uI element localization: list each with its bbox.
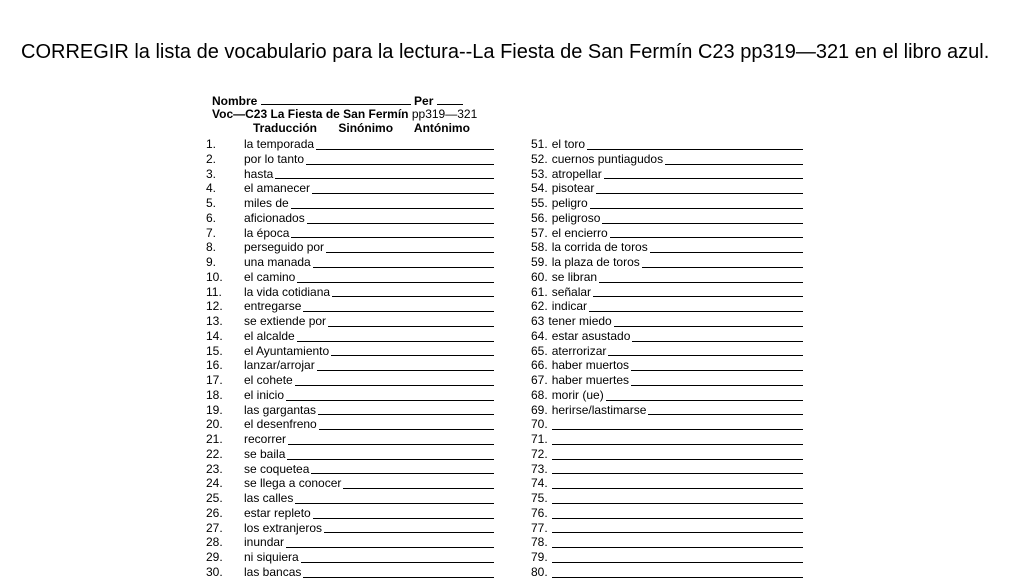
vocab-row: [206, 240, 494, 255]
answer-blank: [297, 331, 494, 342]
vocab-number: 74.: [531, 476, 548, 491]
name-blank: [261, 93, 411, 105]
vocab-number: 53.: [531, 166, 548, 181]
vocab-number: 11.: [206, 284, 222, 299]
answer-blank: [552, 449, 803, 460]
vocab-term: atropellar: [551, 166, 602, 181]
answer-blank: [552, 567, 803, 578]
vocab-number: 61.: [531, 284, 548, 299]
vocab-number: 73.: [531, 461, 548, 476]
vocab-number: 26.: [206, 505, 223, 520]
per-blank: [437, 93, 463, 105]
name-label: Nombre: [212, 94, 258, 108]
answer-blank: [307, 213, 494, 224]
vocab-number: 51.: [531, 137, 548, 151]
vocab-row: [531, 432, 803, 447]
vocab-number: 54.: [531, 181, 548, 196]
answer-blank: [311, 463, 494, 474]
vocab-term: ni siquiera: [244, 550, 299, 564]
vocab-number: 63: [531, 314, 545, 328]
vocab-row: [206, 417, 494, 432]
vocab-row: [531, 299, 803, 314]
vocab-row: [531, 521, 803, 536]
vocab-list-right: [531, 137, 803, 580]
vocab-row: [531, 181, 803, 196]
answer-blank: [313, 257, 494, 268]
vocab-number: 56.: [531, 210, 548, 225]
vocab-term: el amanecer: [244, 181, 311, 196]
answer-blank: [599, 272, 803, 283]
vocab-number: 78.: [531, 535, 548, 550]
vocab-row: [531, 358, 803, 373]
vocab-number: 28.: [206, 535, 223, 550]
vocab-number: 21.: [206, 432, 223, 446]
answer-blank: [632, 331, 803, 342]
vocab-row: [531, 565, 803, 580]
vocab-row: [531, 535, 803, 550]
answer-blank: [552, 419, 803, 430]
answer-blank: [650, 242, 803, 253]
vocab-term: entregarse: [244, 299, 302, 314]
vocab-row: [531, 344, 803, 359]
answer-blank: [301, 552, 494, 563]
vocab-term: el desenfreno: [244, 417, 317, 432]
column-headers: [253, 121, 488, 136]
vocab-row: [206, 225, 494, 241]
vocab-term: por lo tanto: [244, 151, 305, 166]
vocab-row: [531, 211, 803, 226]
answer-blank: [552, 522, 803, 533]
answer-blank: [614, 316, 803, 327]
vocab-term: peligroso: [551, 210, 601, 225]
vocab-row: [531, 226, 803, 241]
vocab-row: [531, 476, 803, 491]
vocab-row: [531, 152, 803, 167]
vocab-row: [531, 388, 803, 403]
vocab-number: 23.: [206, 461, 223, 476]
vocab-row: [531, 447, 803, 462]
vocab-term: señalar: [551, 284, 592, 299]
vocab-term: las bancas: [244, 564, 302, 579]
vocab-number: 52.: [531, 151, 548, 166]
answer-blank: [319, 419, 494, 430]
vocab-number: 15.: [206, 343, 223, 358]
vocab-term: la vida cotidiana: [244, 284, 331, 299]
vocab-term: las calles: [244, 491, 294, 505]
vocab-number: 62.: [531, 299, 548, 314]
vocab-row: [206, 181, 494, 196]
answer-blank: [593, 286, 803, 297]
vocab-term: estar repleto: [244, 505, 311, 520]
vocab-term: el camino: [244, 269, 296, 284]
vocab-term: inundar: [244, 535, 285, 550]
vocab-term: perseguido por: [244, 240, 325, 255]
vocab-row: [206, 328, 494, 344]
vocab-term: la temporada: [244, 137, 315, 151]
answer-blank: [328, 316, 494, 327]
vocab-number: 80.: [531, 564, 548, 579]
answer-blank: [587, 139, 803, 150]
worksheet-heading: Voc—C23 La Fiesta de San Fermín: [212, 107, 409, 121]
vocab-row: [531, 550, 803, 565]
vocab-number: 77.: [531, 520, 548, 535]
vocab-number: 68.: [531, 387, 548, 402]
vocab-row: [531, 417, 803, 432]
vocab-list-left: [206, 137, 494, 580]
vocab-term: herirse/lastimarse: [551, 402, 647, 417]
vocab-number: 67.: [531, 373, 548, 387]
answer-blank: [648, 404, 803, 415]
vocab-row: [531, 137, 803, 152]
vocab-row: [206, 432, 494, 447]
vocab-number: 19.: [206, 402, 223, 417]
vocab-term: estar asustado: [551, 328, 631, 343]
vocab-row: [531, 373, 803, 388]
vocab-term: se coquetea: [244, 461, 310, 476]
vocab-number: 25.: [206, 491, 223, 505]
vocab-number: 76.: [531, 505, 548, 520]
answer-blank: [303, 567, 494, 578]
answer-blank: [324, 522, 494, 533]
vocab-number: 22.: [206, 446, 223, 461]
vocab-row: [206, 461, 494, 477]
vocab-term: haber muertos: [551, 358, 630, 373]
worksheet-pages: pp319—321: [411, 107, 478, 121]
vocab-row: [531, 240, 803, 255]
answer-blank: [295, 493, 494, 504]
answer-blank: [589, 301, 803, 312]
vocab-number: 16.: [206, 358, 223, 373]
vocab-number: 60.: [531, 269, 548, 284]
vocab-term: miles de: [244, 196, 289, 210]
vocab-term: las gargantas: [244, 402, 317, 417]
vocab-row: [531, 167, 803, 182]
vocab-row: [206, 535, 494, 550]
per-label: Per: [414, 94, 434, 108]
vocab-number: 9.: [206, 255, 217, 269]
answer-blank: [306, 154, 494, 165]
answer-blank: [287, 449, 494, 460]
answer-blank: [295, 375, 494, 386]
answer-blank: [608, 345, 803, 356]
vocab-row: [206, 284, 494, 300]
answer-blank: [286, 390, 494, 401]
vocab-term: se llega a conocer: [244, 476, 342, 491]
vocab-term: recorrer: [244, 432, 287, 446]
vocab-number: 13.: [206, 314, 223, 328]
vocab-term: tener miedo: [548, 314, 612, 328]
answer-blank: [665, 154, 803, 165]
vocab-number: 30.: [206, 564, 223, 579]
vocab-row: [531, 403, 803, 418]
vocab-row: [206, 151, 494, 167]
answer-blank: [303, 301, 494, 312]
vocab-term: morir (ue): [551, 387, 604, 402]
vocab-term: una manada: [244, 255, 311, 269]
vocab-number: 14.: [206, 328, 223, 343]
vocab-row: [531, 196, 803, 211]
vocab-term: cuernos puntiagudos: [551, 151, 664, 166]
vocab-number: 55.: [531, 196, 548, 210]
vocab-term: la corrida de toros: [551, 240, 648, 255]
vocab-term: la época: [244, 225, 290, 240]
vocab-term: aficionados: [244, 210, 305, 225]
vocab-number: 18.: [206, 387, 223, 402]
vocab-row: [206, 314, 494, 329]
vocab-row: [531, 329, 803, 344]
vocab-number: 59.: [531, 255, 548, 269]
vocab-row: [206, 196, 494, 211]
vocab-row: [531, 285, 803, 300]
vocab-row: [206, 520, 494, 536]
vocab-row: [206, 343, 494, 359]
vocab-number: 65.: [531, 343, 548, 358]
answer-blank: [552, 463, 803, 474]
vocab-number: 57.: [531, 225, 548, 240]
vocab-number: 75.: [531, 491, 548, 505]
answer-blank: [552, 493, 803, 504]
vocab-row: [531, 270, 803, 285]
vocab-row: [206, 550, 494, 565]
answer-blank: [552, 537, 803, 548]
vocab-number: 4.: [206, 181, 217, 196]
vocab-term: lanzar/arrojar: [244, 358, 315, 373]
column-header: Sinónimo: [338, 121, 394, 135]
answer-blank: [297, 272, 494, 283]
answer-blank: [318, 404, 494, 415]
answer-blank: [343, 478, 494, 489]
vocab-number: 1.: [206, 137, 217, 151]
vocab-number: 17.: [206, 373, 223, 387]
vocab-row: [531, 314, 803, 329]
vocab-row: [206, 358, 494, 373]
vocab-term: se extiende por: [244, 314, 327, 328]
vocab-row: [206, 505, 494, 521]
vocab-term: el alcalde: [244, 328, 295, 343]
vocab-number: 2.: [206, 151, 217, 166]
vocab-row: [206, 491, 494, 506]
answer-blank: [604, 168, 803, 179]
vocab-term: hasta: [244, 166, 274, 181]
vocab-row: [531, 506, 803, 521]
answer-blank: [631, 375, 803, 386]
vocab-term: haber muertes: [551, 373, 630, 387]
answer-blank: [313, 508, 494, 519]
answer-blank: [332, 286, 494, 297]
answer-blank: [316, 139, 494, 150]
vocab-number: 7.: [206, 225, 217, 240]
answer-blank: [312, 183, 494, 194]
vocab-number: 64.: [531, 328, 548, 343]
answer-blank: [606, 390, 803, 401]
answer-blank: [552, 478, 803, 489]
vocab-row: [531, 462, 803, 477]
vocab-term: se baila: [244, 446, 286, 461]
answer-blank: [317, 360, 494, 371]
vocab-number: 3.: [206, 166, 217, 181]
answer-blank: [288, 434, 494, 445]
vocab-term: aterrorizar: [551, 343, 607, 358]
answer-blank: [275, 168, 494, 179]
answer-blank: [326, 242, 494, 253]
vocab-number: 5.: [206, 196, 217, 210]
vocab-term: pisotear: [551, 181, 595, 196]
vocab-term: el toro: [551, 137, 586, 151]
column-header: Traducción: [253, 121, 318, 135]
vocab-row: [206, 476, 494, 491]
answer-blank: [331, 345, 494, 356]
vocab-number: 8.: [206, 240, 217, 255]
slide-title: CORREGIR la lista de vocabulario para la lectura--La Fiesta de San Fermín C23 pp319—321 en el libro azul.: [21, 41, 990, 63]
vocab-number: 10.: [206, 269, 223, 284]
vocab-row: [531, 491, 803, 506]
answer-blank: [602, 213, 803, 224]
vocab-term: el cohete: [244, 373, 293, 387]
vocab-term: se libran: [551, 269, 598, 284]
vocab-row: [531, 255, 803, 270]
vocab-term: el Ayuntamiento: [244, 343, 330, 358]
answer-blank: [596, 183, 803, 194]
vocab-row: [206, 402, 494, 418]
answer-blank: [642, 257, 803, 268]
answer-blank: [552, 434, 803, 445]
vocab-row: [206, 210, 494, 226]
vocab-number: 72.: [531, 446, 548, 461]
vocab-row: [206, 373, 494, 388]
vocab-number: 27.: [206, 520, 223, 535]
vocab-term: el inicio: [244, 387, 285, 402]
vocab-term: peligro: [551, 196, 588, 210]
answer-blank: [590, 198, 803, 209]
worksheet-scan: [206, 86, 812, 579]
vocab-number: 24.: [206, 476, 223, 491]
vocab-row: [206, 446, 494, 462]
vocab-row: [206, 299, 494, 314]
vocab-row: [206, 255, 494, 270]
vocab-term: los extranjeros: [244, 520, 323, 535]
vocab-row: [206, 137, 494, 152]
vocab-term: indicar: [551, 299, 588, 314]
vocab-number: 79.: [531, 550, 548, 564]
vocab-number: 70.: [531, 417, 548, 432]
vocab-number: 12.: [206, 299, 223, 314]
vocab-row: [206, 166, 494, 182]
worksheet-heading-line: [212, 107, 477, 122]
vocab-number: 66.: [531, 358, 548, 373]
answer-blank: [552, 552, 803, 563]
vocab-number: 71.: [531, 432, 548, 446]
vocab-term: la plaza de toros: [551, 255, 640, 269]
vocab-term: el encierro: [551, 225, 608, 240]
vocab-row: [206, 564, 494, 580]
vocab-row: [206, 387, 494, 403]
answer-blank: [552, 508, 803, 519]
vocab-number: 58.: [531, 240, 548, 255]
answer-blank: [286, 537, 494, 548]
answer-blank: [631, 360, 803, 371]
vocab-row: [206, 269, 494, 285]
vocab-number: 29.: [206, 550, 223, 564]
vocab-number: 6.: [206, 210, 217, 225]
vocab-number: 69.: [531, 402, 548, 417]
column-header: Antónimo: [413, 121, 470, 135]
answer-blank: [610, 227, 803, 238]
answer-blank: [291, 227, 494, 238]
answer-blank: [291, 198, 494, 209]
vocab-number: 20.: [206, 417, 223, 432]
